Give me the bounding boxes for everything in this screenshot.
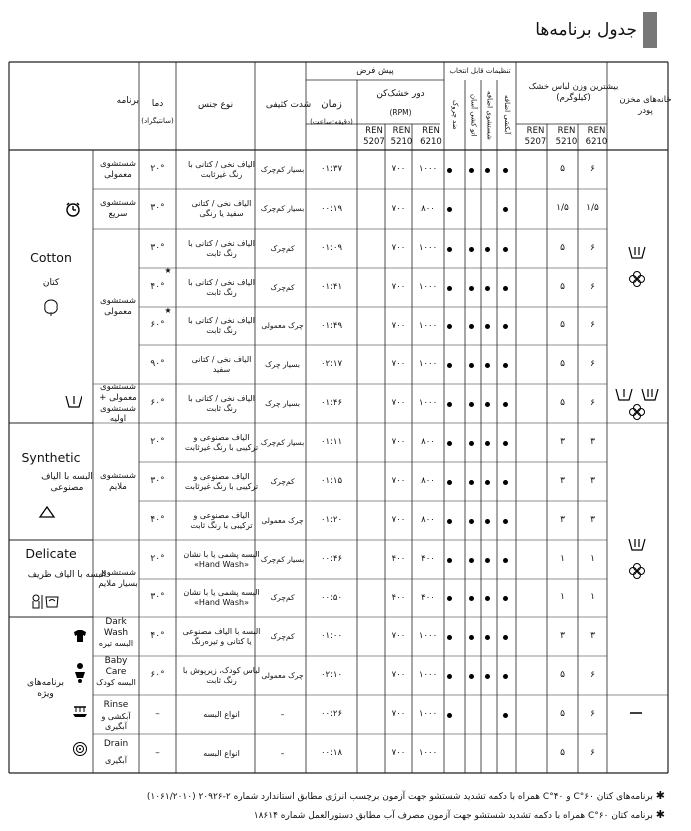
wash-temp: ۴۰° xyxy=(150,514,165,525)
soil-level: بسیار کم‌چرک xyxy=(260,204,305,214)
rpm-5210: ۷۰۰ xyxy=(391,164,406,175)
group-synthetic-fa: البسه با الیاف مصنوعی xyxy=(41,471,93,493)
header-time-unit: (دقیقه:ساعت) xyxy=(310,117,353,126)
rpm-5210: ۷۰۰ xyxy=(391,398,406,409)
drawer-main-wash-icon xyxy=(627,244,647,262)
soil-level: کم‌چرک xyxy=(270,476,295,486)
option-dot xyxy=(447,324,452,329)
option-dot xyxy=(447,674,452,679)
synthetic-icon xyxy=(38,505,56,519)
wash-temp: ۲۰° xyxy=(150,553,165,564)
drawer-prewash-icon xyxy=(614,386,634,404)
fabric-type: الیاف نخی / کتانی با رنگ ثابت xyxy=(188,238,255,258)
program-time: ۰۱:۴۱ xyxy=(320,282,343,293)
header-temp-unit: (سانتیگراد) xyxy=(141,117,174,126)
option-dot xyxy=(485,168,490,173)
option-dot xyxy=(469,286,474,291)
program-name: شستشوی معمولی + شستشوی اولیه xyxy=(99,382,137,425)
option-dot xyxy=(447,713,452,718)
wash-temp: ۴۰° xyxy=(150,281,165,292)
program-name-en: Baby Care xyxy=(104,655,128,677)
option-dot xyxy=(469,441,474,446)
rpm-5210: ۷۰۰ xyxy=(391,670,406,681)
weight-5210: ۱/۵ xyxy=(556,203,569,214)
weight-6210: ۶ xyxy=(590,747,595,758)
weight-6210: ۱ xyxy=(590,553,595,564)
program-name: شستشوی ملایم xyxy=(100,470,136,492)
option-dot xyxy=(447,363,452,368)
fabric-type: الیاف مصنوعی و ترکیبی با رنگ ثابت xyxy=(190,510,253,530)
option-dot xyxy=(469,402,474,407)
weight-5210: ۳ xyxy=(560,514,565,525)
drawer-none-icon xyxy=(629,710,643,716)
rpm-6210: ۸۰۰ xyxy=(421,476,435,487)
option-dot xyxy=(503,324,508,329)
fabric-type: الیاف مصنوعی و ترکیبی با رنگ غیرثابت xyxy=(184,471,259,491)
fabric-type: الیاف مصنوعی و ترکیبی با رنگ غیرثابت xyxy=(184,432,259,452)
option-dot xyxy=(503,207,508,212)
weight-5210: ۵ xyxy=(560,163,565,174)
option-dot xyxy=(447,247,452,252)
weight-5210: ۵ xyxy=(560,281,565,292)
rpm-5210: ۷۰۰ xyxy=(391,203,406,214)
weight-6210: ۶ xyxy=(590,708,595,719)
weight-6210: ۱/۵ xyxy=(586,203,599,214)
rpm-5210: ۷۰۰ xyxy=(391,359,406,370)
rpm-5210: ۴۰۰ xyxy=(391,554,406,565)
program-name: شستشوی سریع xyxy=(100,198,136,219)
weight-6210: ۶ xyxy=(590,397,595,408)
program-time: ۰۰:۴۶ xyxy=(320,554,343,565)
option-dot xyxy=(485,674,490,679)
rpm-6210: ۱۰۰۰ xyxy=(418,164,438,175)
option-dot xyxy=(503,480,508,485)
program-time: ۰۱:۱۱ xyxy=(320,437,343,448)
header-weight: بیشترین وزن لباس خشک (کیلوگرم) xyxy=(528,82,619,103)
option-dot xyxy=(447,558,452,563)
program-name: البسه کودک xyxy=(96,678,136,688)
option-dot xyxy=(447,286,452,291)
program-time: ۰۱:۴۹ xyxy=(320,320,343,331)
option-dot xyxy=(503,558,508,563)
dark-wash-shirt-icon xyxy=(72,628,88,644)
rpm-6210: ۱۰۰۰ xyxy=(418,631,438,642)
rpm-6210: ۱۰۰۰ xyxy=(418,243,438,254)
soil-level: بسیار کم‌چرک xyxy=(260,554,305,564)
option-dot xyxy=(485,286,490,291)
program-name: آبگیری xyxy=(105,756,127,766)
option-dot xyxy=(485,363,490,368)
option-dot xyxy=(469,324,474,329)
option-dot xyxy=(485,596,490,601)
header-temp: دما xyxy=(151,99,164,110)
drain-spiral-icon xyxy=(72,741,88,757)
program-name: شستشوی معمولی xyxy=(100,158,136,180)
weight-6210: ۶ xyxy=(590,669,595,680)
option-dot xyxy=(503,247,508,252)
option-dot xyxy=(503,519,508,524)
soil-level: بسیار کم‌چرک xyxy=(260,164,305,174)
wash-temp: ۶۰° xyxy=(150,320,165,331)
rpm-5210: ۷۰۰ xyxy=(391,631,406,642)
rpm-5210: ۷۰۰ xyxy=(391,320,406,331)
wash-temp: ۴۰° xyxy=(150,630,165,641)
weight-5210: ۵ xyxy=(560,397,565,408)
rpm-6210: ۴۰۰ xyxy=(421,592,435,603)
fabric-type: الیاف نخی / کتانی با رنگ غیرثابت xyxy=(188,159,255,179)
header-rpm-5207: REN 5207 xyxy=(363,126,385,147)
rpm-5210: ۷۰۰ xyxy=(391,709,406,720)
header-rpm-6210: REN 6210 xyxy=(420,126,442,147)
weight-6210: ۶ xyxy=(590,163,595,174)
rpm-5210: ۷۰۰ xyxy=(391,515,406,526)
soil-level: – xyxy=(280,709,285,719)
rpm-5210: ۷۰۰ xyxy=(391,437,406,448)
header-option-2: شستشوی اضافه xyxy=(485,90,494,140)
weight-5210: ۳ xyxy=(560,630,565,641)
option-dot xyxy=(503,402,508,407)
fabric-type: لباس کودک، زیرپوش با رنگ ثابت xyxy=(182,665,261,685)
soil-level: چرک معمولی xyxy=(261,515,304,525)
header-spin: دور خشک‌کن xyxy=(376,89,425,100)
rpm-5210: ۷۰۰ xyxy=(391,243,406,254)
soil-level: کم‌چرک xyxy=(270,593,295,603)
header-soil: شدت کثیفی xyxy=(265,100,312,111)
rpm-6210: ۱۰۰۰ xyxy=(418,359,438,370)
weight-6210: ۶ xyxy=(590,242,595,253)
header-drawer: خانه‌های مخزن پودر xyxy=(619,95,672,116)
option-dot xyxy=(447,402,452,407)
rpm-6210: ۱۰۰۰ xyxy=(418,320,438,331)
soil-level: کم‌چرک xyxy=(270,243,295,253)
soil-level: – xyxy=(280,748,285,758)
option-dot xyxy=(469,480,474,485)
option-dot xyxy=(503,441,508,446)
header-options: تنظیمات قابل انتخاب xyxy=(449,66,511,75)
group-cotton-fa: کتان xyxy=(42,277,60,288)
footnote-1: ✱ برنامه‌های کتان ۶۰°C و ۴۰°C همراه با دکمه تشدید شستشو جهت آزمون برچسب انرژی مطابق استاندارد شماره ۲-۲۰۹۲۶ (۱۰۶۱/۲۰۱۰) xyxy=(146,789,665,802)
option-dot xyxy=(485,635,490,640)
option-dot xyxy=(447,207,452,212)
weight-6210: ۳ xyxy=(590,514,595,525)
baby-care-icon xyxy=(73,662,87,684)
header-model-5210: REN 5210 xyxy=(555,126,578,147)
option-dot xyxy=(485,558,490,563)
fabric-type: الیاف نخی / کتانی با رنگ ثابت xyxy=(188,277,255,297)
weight-6210: ۶ xyxy=(590,358,595,369)
program-time: ۰۱:۴۶ xyxy=(320,398,343,409)
header-model-5207: REN 5207 xyxy=(524,126,547,147)
weight-5210: ۱ xyxy=(560,592,565,603)
weight-6210: ۳ xyxy=(590,475,595,486)
weight-6210: ۶ xyxy=(590,320,595,331)
option-dot xyxy=(469,635,474,640)
header-option-3: اتو کشی آسان xyxy=(469,93,478,137)
wash-temp: ۳۰° xyxy=(150,592,165,603)
group-synthetic-en: Synthetic xyxy=(21,449,81,465)
rpm-6210: ۱۰۰۰ xyxy=(418,282,438,293)
weight-5210: ۱ xyxy=(560,553,565,564)
program-time: ۰۰:۲۶ xyxy=(320,709,343,720)
option-dot xyxy=(485,441,490,446)
group-special-fa: برنامه‌های ویژه xyxy=(27,677,64,699)
quick-wash-clock-icon xyxy=(65,200,81,218)
option-dot xyxy=(447,480,452,485)
energy-label-star-icon: ★ xyxy=(164,306,172,315)
weight-5210: ۳ xyxy=(560,475,565,486)
wash-temp: ۲۰° xyxy=(150,163,165,174)
program-time: ۰۰:۱۸ xyxy=(320,748,343,759)
wash-temp: ۳۰° xyxy=(150,475,165,486)
rpm-5210: ۷۰۰ xyxy=(391,282,406,293)
rpm-6210: ۸۰۰ xyxy=(421,437,435,448)
option-dot xyxy=(485,247,490,252)
drawer-softener-icon xyxy=(628,403,646,421)
group-cotton-en: Cotton xyxy=(30,249,72,265)
wash-temp: ۳۰° xyxy=(150,203,165,214)
rpm-5210: ۴۰۰ xyxy=(391,592,406,603)
fabric-type: البسه پشمی یا با نشان «Hand Wash» xyxy=(183,588,260,607)
option-dot xyxy=(485,324,490,329)
header-time: زمان xyxy=(321,98,342,110)
weight-6210: ۳ xyxy=(590,436,595,447)
prewash-tub-icon xyxy=(64,393,82,409)
header-model-6210: REN 6210 xyxy=(585,126,608,147)
rpm-6210: ۴۰۰ xyxy=(421,554,435,565)
option-dot xyxy=(469,674,474,679)
soil-level: کم‌چرک xyxy=(270,282,295,292)
option-dot xyxy=(469,558,474,563)
weight-6210: ۶ xyxy=(590,281,595,292)
fabric-type: الیاف نخی / کتانی با رنگ ثابت xyxy=(188,393,255,413)
soil-level: چرک معمولی xyxy=(261,670,304,680)
program-name-en: Rinse xyxy=(103,700,129,711)
program-time: ۰۱:۳۷ xyxy=(320,164,343,175)
soil-level: بسیار چرک xyxy=(265,398,300,408)
wash-temp: – xyxy=(155,747,160,758)
fabric-type: البسه با الیاف مصنوعی یا کتانی و تیره‌رنگ xyxy=(182,626,261,646)
program-name-en: Dark Wash xyxy=(103,616,129,638)
program-name: البسه تیره xyxy=(98,639,134,649)
fabric-type: الیاف نخی / کتانی سفید یا رنگی xyxy=(191,199,252,218)
wash-temp: ۹۰° xyxy=(150,358,165,369)
cotton-flower-icon xyxy=(42,298,60,316)
rpm-5210: ۷۰۰ xyxy=(391,476,406,487)
page-title-text: جدول برنامه‌ها xyxy=(535,20,637,40)
weight-5210: ۳ xyxy=(560,436,565,447)
header-fabric: نوع جنس xyxy=(197,100,234,111)
option-dot xyxy=(503,363,508,368)
option-dot xyxy=(503,596,508,601)
group-delicate-en: Delicate xyxy=(25,545,77,561)
option-dot xyxy=(469,363,474,368)
program-name: شستشوی بسیار ملایم xyxy=(98,567,138,589)
header-defaults: پیش فرض xyxy=(356,65,394,76)
option-dot xyxy=(503,713,508,718)
rpm-6210: ۸۰۰ xyxy=(421,515,435,526)
header-option-1: آبکشی اضافه xyxy=(502,95,511,135)
delicate-wool-icon xyxy=(30,592,66,610)
option-dot xyxy=(503,635,508,640)
program-time: ۰۲:۱۰ xyxy=(320,670,343,681)
wash-temp: ۶۰° xyxy=(150,669,165,680)
rpm-6210: ۱۰۰۰ xyxy=(418,670,438,681)
program-time: ۰۱:۰۰ xyxy=(320,631,343,642)
header-program: برنامه xyxy=(116,96,139,107)
rinse-shower-icon xyxy=(71,704,89,718)
rpm-5210: ۷۰۰ xyxy=(391,748,406,759)
program-time: ۰۱:۰۹ xyxy=(320,243,343,254)
soil-level: کم‌چرک xyxy=(270,631,295,641)
option-dot xyxy=(485,402,490,407)
option-dot xyxy=(447,168,452,173)
fabric-type: انواع البسه xyxy=(203,748,240,758)
wash-temp: ۲۰° xyxy=(150,436,165,447)
option-dot xyxy=(447,519,452,524)
group-delicate-fa: البسه با الیاف ظریف xyxy=(27,570,107,581)
weight-5210: ۵ xyxy=(560,747,565,758)
option-dot xyxy=(447,441,452,446)
weight-5210: ۵ xyxy=(560,358,565,369)
rpm-6210: ۱۰۰۰ xyxy=(418,748,438,759)
rpm-6210: ۱۰۰۰ xyxy=(418,709,438,720)
soil-level: بسیار چرک xyxy=(265,359,300,369)
option-dot xyxy=(469,519,474,524)
option-dot xyxy=(503,674,508,679)
option-dot xyxy=(485,519,490,524)
wash-temp: ۶۰° xyxy=(150,397,165,408)
program-name-en: Drain xyxy=(103,739,129,750)
program-time: ۰۱:۱۵ xyxy=(320,476,343,487)
fabric-type: الیاف نخی / کتانی با رنگ ثابت xyxy=(188,316,255,335)
wash-temp: ۳۰° xyxy=(150,242,165,253)
program-time: ۰۲:۱۷ xyxy=(320,359,343,370)
header-spin-unit: (RPM) xyxy=(389,108,412,118)
program-name: شستشوی معمولی xyxy=(100,295,136,317)
program-time: ۰۱:۲۰ xyxy=(320,515,343,526)
weight-6210: ۳ xyxy=(590,630,595,641)
soil-level: بسیار کم‌چرک xyxy=(260,437,305,447)
header-option-4: ضد چروک xyxy=(450,100,459,130)
weight-5210: ۵ xyxy=(560,708,565,719)
soil-level: چرک معمولی xyxy=(261,321,304,331)
weight-5210: ۵ xyxy=(560,320,565,331)
drawer-main-wash-icon xyxy=(627,536,647,554)
option-dot xyxy=(503,168,508,173)
weight-6210: ۱ xyxy=(590,592,595,603)
drawer-softener-icon xyxy=(628,562,646,580)
rpm-6210: ۱۰۰۰ xyxy=(418,398,438,409)
header-rpm-5210: REN 5210 xyxy=(390,126,413,147)
rpm-6210: ۸۰۰ xyxy=(421,203,435,214)
option-dot xyxy=(447,635,452,640)
fabric-type: البسه پشمی یا با نشان «Hand Wash» xyxy=(183,549,260,569)
option-dot xyxy=(469,247,474,252)
program-name: آبکشی و آبگیری xyxy=(101,712,131,732)
weight-5210: ۵ xyxy=(560,242,565,253)
fabric-type: انواع البسه xyxy=(203,709,240,719)
footnote-2: ✱ برنامه کتان ۶۰°C همراه با دکمه تشدید شستشو جهت آزمون مصرف آب مطابق دستورالعمل شماره ۱۸۶۱۴ xyxy=(253,808,665,821)
wash-temp: – xyxy=(155,708,160,719)
drawer-softener-icon xyxy=(628,270,646,288)
energy-label-star-icon: ★ xyxy=(164,266,172,275)
program-time: ۰۰:۵۰ xyxy=(320,592,343,603)
fabric-type: الیاف نخی / کتانی سفید xyxy=(191,354,252,374)
option-dot xyxy=(447,596,452,601)
option-dot xyxy=(503,286,508,291)
weight-5210: ۵ xyxy=(560,669,565,680)
drawer-main-wash-icon xyxy=(640,386,660,404)
option-dot xyxy=(469,168,474,173)
option-dot xyxy=(469,596,474,601)
option-dot xyxy=(485,480,490,485)
program-time: ۰۰:۱۹ xyxy=(320,203,343,214)
